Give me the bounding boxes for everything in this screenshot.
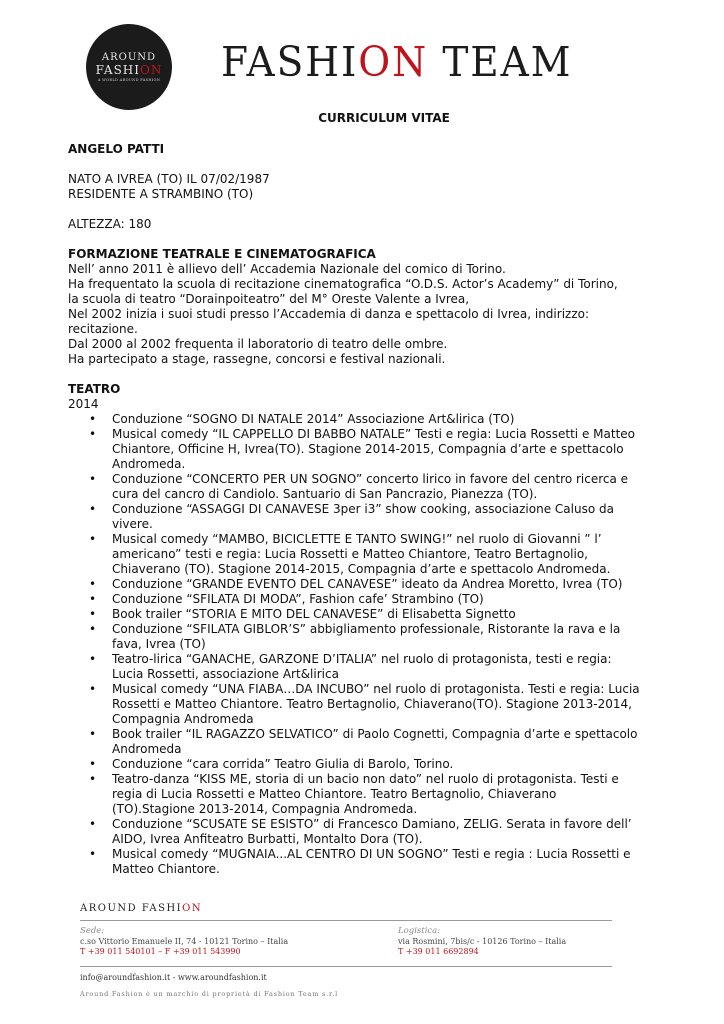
theatre-item-line: • Book trailer “IL RAGAZZO SELVATICO” di Paolo Cognetti, Compagnia d’arte e spettacolo xyxy=(112,727,638,741)
theatre-item-line: • Conduzione “cara corrida” Teatro Giulia di Barolo, Torino. xyxy=(112,757,454,771)
theatre-item-line: americano” testi e regia: Lucia Rossetti e Matteo Chiantore, Teatro Bertagnolio, xyxy=(112,547,588,561)
training-heading: FORMAZIONE TEATRALE E CINEMATOGRAFICA xyxy=(68,247,376,261)
logo-line-2: FASHION xyxy=(95,62,163,77)
fashion-team-wordmark: FASHION TEAM xyxy=(221,38,573,86)
cv-title: CURRICULUM VITAE xyxy=(318,111,450,125)
footer-trademark-note: Around Fashion è un marchio di proprietà di Fashion Team s.r.l xyxy=(80,990,338,998)
footer-divider-2 xyxy=(80,966,612,967)
footer-sede xyxy=(80,926,288,958)
theatre-item-line: vivere. xyxy=(112,517,153,531)
training-line: Nell’ anno 2011 è allievo dell’ Accademia Nazionale del comico di Torino. xyxy=(68,262,506,276)
footer-divider xyxy=(80,920,612,921)
theatre-item-line: Andromeda. xyxy=(112,457,186,471)
sede-phone: T +39 011 540101 – F +39 011 543990 xyxy=(80,947,241,956)
theatre-item-line: • Musical comedy “UNA FIABA…DA INCUBO” nel ruolo di protagonista. Testi e regia: Lucia xyxy=(112,682,640,696)
theatre-item-line: • Conduzione “CONCERTO PER UN SOGNO” concerto lirico in favore del centro ricerca e xyxy=(112,472,629,486)
height-info: ALTEZZA: 180 xyxy=(68,217,152,231)
theatre-item-line: • Conduzione “SOGNO DI NATALE 2014” Associazione Art&lirica (TO) xyxy=(112,412,515,426)
theatre-item-line: • Conduzione “ASSAGGI DI CANAVESE 3per i3” show cooking, associazione Caluso da xyxy=(112,502,614,516)
theatre-item xyxy=(68,502,668,532)
theatre-item xyxy=(68,427,668,472)
logo-tagline: A WORLD AROUND FASHION xyxy=(97,77,161,82)
theatre-item xyxy=(68,622,668,652)
theatre-item-line: • Conduzione “SFILATA DI MODA”, Fashion cafe’ Strambino (TO) xyxy=(112,592,484,606)
theatre-item-line: (TO).Stagione 2013-2014, Compagnia Andromeda. xyxy=(112,802,418,816)
training-line: Ha frequentato la scuola di recitazione cinematografica “O.D.S. Actor’s Academy” di Torino, xyxy=(68,277,618,291)
theatre-item xyxy=(68,847,668,877)
theatre-item xyxy=(68,592,668,607)
theatre-item-line: AIDO, Ivrea Anfiteatro Burbatti, Montalto Dora (TO). xyxy=(112,832,423,846)
training-line: la scuola di teatro “Dorainpoiteatro” del M° Oreste Valente a Ivrea, xyxy=(68,292,470,306)
training-line: recitazione. xyxy=(68,322,138,336)
theatre-heading: TEATRO xyxy=(68,382,121,396)
theatre-item xyxy=(68,472,668,502)
theatre-item-line: cura del cancro di Candiolo. Santuario di San Pancrazio, Pianezza (TO). xyxy=(112,487,538,501)
footer-logistica xyxy=(398,926,566,958)
theatre-item xyxy=(68,607,668,622)
theatre-item xyxy=(68,772,668,817)
theatre-item xyxy=(68,412,668,427)
theatre-item-line: • Conduzione “GRANDE EVENTO DEL CANAVESE” ideato da Andrea Moretto, Ivrea (TO) xyxy=(112,577,623,591)
theatre-item-line: • Musical comedy “MAMBO, BICICLETTE E TANTO SWING!” nel ruolo di Giovanni ” l’ xyxy=(112,532,602,546)
theatre-item-line: • Musical comedy “IL CAPPELLO DI BABBO NATALE” Testi e regia: Lucia Rossetti e Matteo xyxy=(112,427,635,441)
logistica-label: Logistica: xyxy=(398,926,441,936)
training-line: Nel 2002 inizia i suoi studi presso l’Accademia di danza e spettacolo di Ivrea, indirizzo: xyxy=(68,307,590,321)
logistica-address: via Rosmini, 7bis/c - 10126 Torino – Italia xyxy=(398,936,567,946)
theatre-item-line: • Teatro-danza “KISS ME, storia di un bacio non dato” nel ruolo di protagonista. Testi e xyxy=(112,772,619,786)
theatre-item-line: • Musical comedy “MUGNAIA...AL CENTRO DI UN SOGNO” Testi e regia : Lucia Rossetti e xyxy=(112,847,631,861)
theatre-item-line: Matteo Chiantore. xyxy=(112,862,220,876)
theatre-item-line: Rossetti e Matteo Chiantore. Teatro Bertagnolio, Chiaverano(TO). Stagione 2013-2014, xyxy=(112,697,632,711)
theatre-item-line: • Teatro-lirica “GANACHE, GARZONE D’ITALIA” nel ruolo di protagonista, testi e regia: xyxy=(112,652,612,666)
theatre-item xyxy=(68,652,668,682)
training-line: Dal 2000 al 2002 frequenta il laboratorio di teatro delle ombre. xyxy=(68,337,448,351)
theatre-item-line: fava, Ivrea (TO) xyxy=(112,637,206,651)
theatre-list xyxy=(68,412,668,877)
theatre-item xyxy=(68,682,668,727)
theatre-item-line: • Conduzione “SCUSATE SE ESISTO” di Francesco Damiano, ZELIG. Serata in favore dell’ xyxy=(112,817,632,831)
training-line: Ha partecipato a stage, rassegne, concorsi e festival nazionali. xyxy=(68,352,446,366)
theatre-item xyxy=(68,727,668,757)
theatre-item-line: Chiaverano (TO). Stagione 2014-2015, Compagnia d’arte e spettacolo Andromeda. xyxy=(112,562,611,576)
theatre-item-line: • Conduzione “SFILATA GIBLOR’S” abbigliamento professionale, Ristorante la rava e la xyxy=(112,622,621,636)
sede-label: Sede: xyxy=(80,926,105,936)
person-name: ANGELO PATTI xyxy=(68,142,165,156)
theatre-item xyxy=(68,757,668,772)
around-fashion-logo xyxy=(86,24,172,110)
theatre-item-line: regia di Lucia Rossetti e Matteo Chiantore. Teatro Bertagnolio, Chiaverano xyxy=(112,787,557,801)
theatre-year: 2014 xyxy=(68,397,99,411)
training-paragraph xyxy=(68,262,668,367)
logistica-phone: T +39 011 6692894 xyxy=(398,947,479,956)
sede-address: c.so Vittorio Emanuele II, 74 - 10121 Torino – Italia xyxy=(80,936,289,946)
theatre-item-line: Compagnia Andromeda xyxy=(112,712,254,726)
theatre-item xyxy=(68,817,668,847)
theatre-item-line: Chiantore, Officine H, Ivrea(TO). Stagione 2014-2015, Compagnia d’arte e spettacolo xyxy=(112,442,624,456)
residence-info: RESIDENTE A STRAMBINO (TO) xyxy=(68,187,254,201)
logo-line-1: AROUND xyxy=(101,51,157,63)
footer-contact-link[interactable]: info@aroundfashion.it - www.aroundfashion.it xyxy=(80,973,267,982)
theatre-item-line: • Book trailer “STORIA E MITO DEL CANAVESE” di Elisabetta Signetto xyxy=(112,607,516,621)
cv-document xyxy=(68,108,668,877)
theatre-item-line: Andromeda xyxy=(112,742,182,756)
birth-info: NATO A IVREA (TO) IL 07/02/1987 xyxy=(68,172,270,186)
theatre-item xyxy=(68,577,668,592)
theatre-item-line: Lucia Rossetti, associazione Art&lirica xyxy=(112,667,339,681)
theatre-item xyxy=(68,532,668,577)
footer-brand: AROUND FASHION xyxy=(80,903,203,914)
